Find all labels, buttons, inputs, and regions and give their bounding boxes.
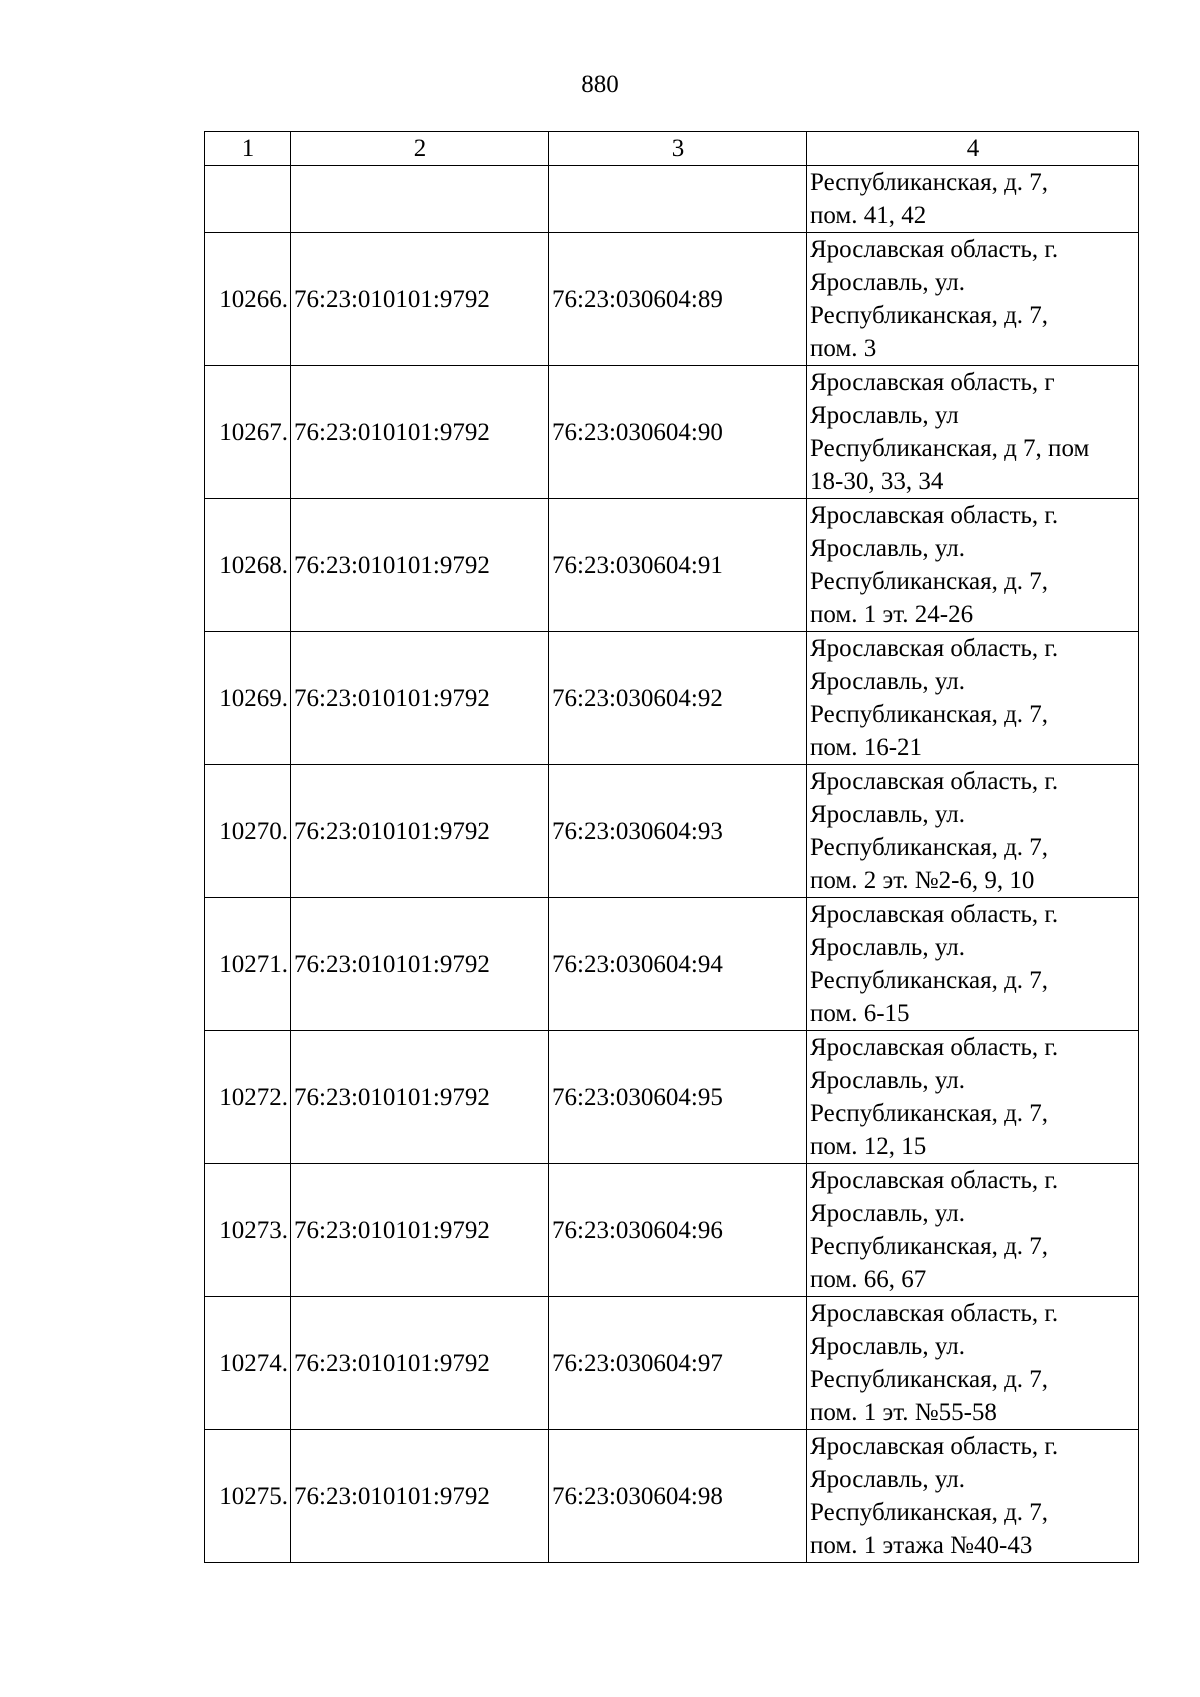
cadastral-number-cell: [291, 166, 549, 233]
cadastral-number-cell: 76:23:010101:9792: [291, 366, 549, 499]
row-number-cell: [205, 166, 291, 233]
address-cell: Ярославская область, г. Ярославль, ул. Республиканская, д. 7, пом. 1 этажа №40-43: [807, 1430, 1139, 1563]
address-cell: Ярославская область, г. Ярославль, ул. Республиканская, д. 7, пом. 2 эт. №2-6, 9, 10: [807, 765, 1139, 898]
address-cell: Республиканская, д. 7, пом. 41, 42: [807, 166, 1139, 233]
cadastral-number-cell: 76:23:010101:9792: [291, 765, 549, 898]
address-cell: Ярославская область, г. Ярославль, ул. Республиканская, д. 7, пом. 16-21: [807, 632, 1139, 765]
header-cell-2: 2: [291, 132, 549, 166]
row-number-cell: 10266.: [205, 233, 291, 366]
parcel-number-cell: 76:23:030604:89: [549, 233, 807, 366]
row-number-cell: 10268.: [205, 499, 291, 632]
header-cell-1: 1: [205, 132, 291, 166]
register-table: [204, 131, 1139, 1563]
row-number-cell: 10270.: [205, 765, 291, 898]
cadastral-number-cell: 76:23:010101:9792: [291, 1031, 549, 1164]
parcel-number-cell: 76:23:030604:90: [549, 366, 807, 499]
header-cell-3: 3: [549, 132, 807, 166]
cadastral-number-cell: 76:23:010101:9792: [291, 233, 549, 366]
parcel-number-cell: 76:23:030604:91: [549, 499, 807, 632]
table-row: [205, 765, 1139, 898]
cadastral-number-cell: 76:23:010101:9792: [291, 1430, 549, 1563]
row-number-cell: 10269.: [205, 632, 291, 765]
parcel-number-cell: [549, 166, 807, 233]
row-number-cell: 10271.: [205, 898, 291, 1031]
table-row: [205, 1031, 1139, 1164]
table-row: [205, 1430, 1139, 1563]
table-row: [205, 366, 1139, 499]
page-number: 880: [581, 71, 619, 98]
address-cell: Ярославская область, г. Ярославль, ул. Республиканская, д. 7, пом. 3: [807, 233, 1139, 366]
address-cell: Ярославская область, г. Ярославль, ул. Республиканская, д. 7, пом. 66, 67: [807, 1164, 1139, 1297]
table-row: [205, 898, 1139, 1031]
address-cell: Ярославская область, г. Ярославль, ул. Республиканская, д. 7, пом. 6-15: [807, 898, 1139, 1031]
table-row: [205, 632, 1139, 765]
cadastral-number-cell: 76:23:010101:9792: [291, 1297, 549, 1430]
table-row: [205, 233, 1139, 366]
parcel-number-cell: 76:23:030604:96: [549, 1164, 807, 1297]
header-row: [205, 132, 1139, 166]
table-row: [205, 1297, 1139, 1430]
cadastral-number-cell: 76:23:010101:9792: [291, 1164, 549, 1297]
address-cell: Ярославская область, г. Ярославль, ул. Республиканская, д. 7, пом. 12, 15: [807, 1031, 1139, 1164]
row-number-cell: 10267.: [205, 366, 291, 499]
row-number-cell: 10275.: [205, 1430, 291, 1563]
address-cell: Ярославская область, г. Ярославль, ул. Республиканская, д. 7, пом. 1 эт. №55-58: [807, 1297, 1139, 1430]
parcel-number-cell: 76:23:030604:97: [549, 1297, 807, 1430]
table-row: [205, 499, 1139, 632]
row-number-cell: 10272.: [205, 1031, 291, 1164]
header-cell-4: 4: [807, 132, 1139, 166]
parcel-number-cell: 76:23:030604:98: [549, 1430, 807, 1563]
parcel-number-cell: 76:23:030604:94: [549, 898, 807, 1031]
row-number-cell: 10274.: [205, 1297, 291, 1430]
cadastral-number-cell: 76:23:010101:9792: [291, 632, 549, 765]
parcel-number-cell: 76:23:030604:95: [549, 1031, 807, 1164]
row-number-cell: 10273.: [205, 1164, 291, 1297]
address-cell: Ярославская область, г Ярославль, ул Республиканская, д 7, пом 18-30, 33, 34: [807, 366, 1139, 499]
table-row: [205, 1164, 1139, 1297]
parcel-number-cell: 76:23:030604:92: [549, 632, 807, 765]
continuation-row: [205, 166, 1139, 233]
cadastral-number-cell: 76:23:010101:9792: [291, 499, 549, 632]
cadastral-number-cell: 76:23:010101:9792: [291, 898, 549, 1031]
table-body: [205, 132, 1139, 1563]
address-cell: Ярославская область, г. Ярославль, ул. Республиканская, д. 7, пом. 1 эт. 24-26: [807, 499, 1139, 632]
parcel-number-cell: 76:23:030604:93: [549, 765, 807, 898]
